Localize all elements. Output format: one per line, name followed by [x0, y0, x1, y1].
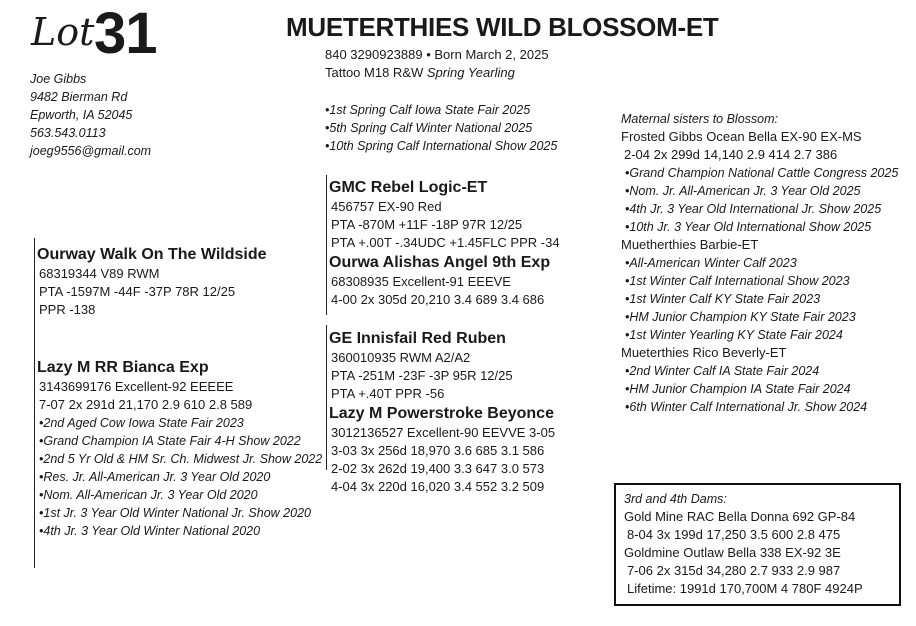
box-heading: 3rd and 4th Dams:: [624, 492, 727, 506]
sire-line: PTA -1597M -44F -37P 78R 12/25: [39, 284, 236, 299]
sister2-name: Muetherthies Barbie-ET: [621, 237, 759, 252]
animal-award: •5th Spring Calf Winter National 2025: [325, 121, 533, 135]
owner-name: Joe Gibbs: [30, 72, 87, 86]
dam-award: •Grand Champion IA State Fair 4-H Show 2022: [39, 434, 301, 448]
lifetime-record: Lifetime: 1991d 170,700M 4 780F 4924P: [627, 581, 863, 596]
dam-sire-line: 360010935 RWM A2/A2: [331, 350, 471, 365]
dam-dam-name: Lazy M Powerstroke Beyonce: [329, 405, 554, 422]
dam-dam-block: [329, 404, 555, 496]
lot-number: 31: [94, 1, 157, 66]
sire-sire-line: PTA -870M +11F -18P 97R 12/25: [331, 217, 523, 232]
dam-line: 7-07 2x 291d 21,170 2.9 610 2.8 589: [39, 397, 253, 412]
pedigree-vertical-line: [34, 238, 35, 568]
animal-awards: [325, 101, 557, 155]
dam-award: •Res. Jr. All-American Jr. 3 Year Old 2020: [39, 470, 271, 484]
third-dam-name: Gold Mine RAC Bella Donna 692 GP-84: [624, 509, 856, 524]
dam-dam-line: 2-02 3x 262d 19,400 3.3 647 3.0 573: [331, 461, 545, 476]
third-dam-record: 8-04 3x 199d 17,250 3.5 600 2.8 475: [627, 527, 841, 542]
sire-sire-line: PTA +.00T -.34UDC +1.45FLC PPR -34: [331, 235, 560, 250]
sire-dam-line: 68308935 Excellent-91 EEEVE: [331, 274, 511, 289]
owner-block: [30, 70, 151, 160]
fourth-dam-name: Goldmine Outlaw Bella 338 EX-92 3E: [624, 545, 841, 560]
maternal-sisters-block: [621, 110, 898, 416]
registration-line: 840 3290923889 • Born March 2, 2025: [325, 47, 549, 62]
sister3-award: •HM Junior Champion IA State Fair 2024: [625, 382, 851, 396]
sire-line: 68319344 V89 RWM: [39, 266, 160, 281]
sire-dam-line: 4-00 2x 305d 20,210 3.4 689 3.4 686: [331, 292, 545, 307]
owner-street: 9482 Bierman Rd: [30, 90, 128, 104]
sister2-award: •HM Junior Champion KY State Fair 2023: [625, 310, 856, 324]
dam-sire-line: PTA +.40T PPR -56: [331, 386, 445, 401]
sister2-award: •1st Winter Yearling KY State Fair 2024: [625, 328, 843, 342]
sister1-record: 2-04 2x 299d 14,140 2.9 414 2.7 386: [624, 147, 838, 162]
sister3-award: •2nd Winter Calf IA State Fair 2024: [625, 364, 820, 378]
tattoo-line: [325, 64, 549, 82]
animal-award: •10th Spring Calf International Show 2025: [325, 139, 558, 153]
owner-phone: 563.543.0113: [30, 126, 106, 140]
dam-award: •1st Jr. 3 Year Old Winter National Jr. Show 2020: [39, 506, 311, 520]
sire-side-line: [326, 175, 327, 315]
sire-sire-line: 456757 EX-90 Red: [331, 199, 442, 214]
sire-dam-block: [329, 253, 550, 309]
lot-label: Lot: [31, 10, 95, 54]
dam-dam-line: 3-03 3x 256d 18,970 3.6 685 3.1 586: [331, 443, 545, 458]
dam-name: Lazy M RR Bianca Exp: [37, 359, 209, 376]
sister2-award: •1st Winter Calf International Show 2023: [625, 274, 850, 288]
animal-info: [325, 46, 549, 82]
dam-award: •2nd Aged Cow Iowa State Fair 2023: [39, 416, 244, 430]
animal-class: Spring Yearling: [426, 65, 515, 80]
sire-dam-name: Ourwa Alishas Angel 9th Exp: [329, 254, 551, 271]
dam-line: 3143699176 Excellent-92 EEEEE: [39, 379, 234, 394]
sister3-award: •6th Winter Calf International Jr. Show 2024: [625, 400, 868, 414]
sire-name: Ourway Walk On The Wildside: [37, 246, 267, 263]
sister2-award: •All-American Winter Calf 2023: [625, 256, 797, 270]
sire-line: PPR -138: [39, 302, 96, 317]
sister2-award: •1st Winter Calf KY State Fair 2023: [625, 292, 821, 306]
sister1-award: •Grand Champion National Cattle Congress 2025: [625, 166, 899, 180]
sister3-name: Mueterthies Rico Beverly-ET: [621, 345, 787, 360]
dam-dam-line: 3012136527 Excellent-90 EEVVE 3-05: [331, 425, 556, 440]
owner-city: Epworth, IA 52045: [30, 108, 133, 122]
dam-dam-line: 4-04 3x 220d 16,020 3.4 552 3.2 509: [331, 479, 545, 494]
animal-award: •1st Spring Calf Iowa State Fair 2025: [325, 103, 531, 117]
dam-sire-line: PTA -251M -23F -3P 95R 12/25: [331, 368, 513, 383]
dam-award: •2nd 5 Yr Old & HM Sr. Ch. Midwest Jr. Show 2022: [39, 452, 323, 466]
fourth-dam-record: 7-06 2x 315d 34,280 2.7 933 2.9 987: [627, 563, 841, 578]
dam-side-line: [326, 325, 327, 470]
dam-sire-name: GE Innisfail Red Ruben: [329, 330, 506, 347]
sister1-name: Frosted Gibbs Ocean Bella EX-90 EX-MS: [621, 129, 862, 144]
dam-block: [37, 358, 322, 540]
maternal-heading: Maternal sisters to Blossom:: [621, 112, 778, 126]
animal-name: MUETERTHIES WILD BLOSSOM-ET: [286, 12, 719, 42]
dam-award: •4th Jr. 3 Year Old Winter National 2020: [39, 524, 261, 538]
dam-sire-block: [329, 329, 513, 403]
sire-sire-name: GMC Rebel Logic-ET: [329, 179, 488, 196]
third-fourth-dams-box: [614, 483, 901, 606]
sister1-award: •10th Jr. 3 Year Old International Show 2025: [625, 220, 872, 234]
sire-block: [37, 245, 267, 319]
dam-award: •Nom. All-American Jr. 3 Year Old 2020: [39, 488, 258, 502]
sister1-award: •4th Jr. 3 Year Old International Jr. Show 2025: [625, 202, 882, 216]
tattoo-text: Tattoo M18 R&W: [325, 65, 424, 80]
sister1-award: •Nom. Jr. All-American Jr. 3 Year Old 2025: [625, 184, 861, 198]
sire-sire-block: [329, 178, 560, 252]
owner-email: joeg9556@gmail.com: [30, 144, 152, 158]
